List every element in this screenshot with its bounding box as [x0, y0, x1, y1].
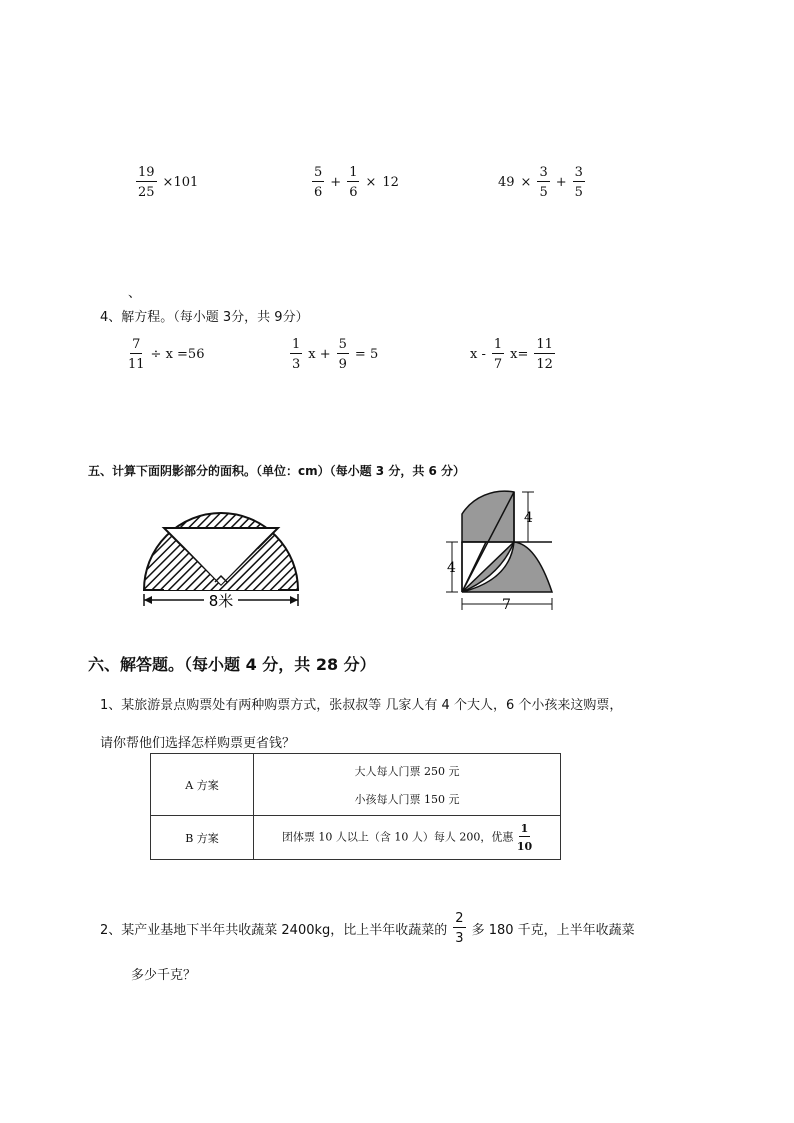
fraction: $\frac{7}{11}$ [128, 337, 145, 372]
equation-3: x - $\frac{1}{7}$ x= $\frac{11}{12}$ [470, 337, 553, 372]
fraction: $\frac{1}{10}$ [516, 822, 533, 853]
question2-line1: 2、某产业基地下半年共收蔬菜 2400kg，比上半年收蔬菜的 $\frac{2}{3}$ 多 180 千克，上半年收蔬菜 [100, 911, 635, 946]
fraction: $\frac{1}{7}$ [493, 337, 503, 372]
table-row [151, 816, 561, 860]
table-row [151, 754, 561, 816]
fraction: $\frac{1}{6}$ [349, 165, 358, 200]
plan-b-label: B 方案 [151, 816, 254, 860]
section5-title: 五、计算下面阴影部分的面积。（单位：cm）（每小题 3 分，共 6 分） [88, 464, 466, 478]
plan-a-label: A 方案 [151, 754, 254, 816]
fraction: $\frac{5}{9}$ [338, 337, 347, 372]
plan-a-details: 大人每人门票 250 元 小孩每人门票 150 元 [254, 754, 561, 816]
section6-title: 六、解答题。（每小题 4 分，共 28 分） [88, 655, 376, 674]
calc-expression-3: 49 × $\frac{3}{5}$ + $\frac{3}{5}$ [498, 165, 583, 200]
fig1-dimension-label: 8米 [208, 592, 234, 610]
stray-mark: 、 [128, 286, 142, 301]
fraction: $\frac{3}{5}$ [539, 165, 548, 200]
equation-2: $\frac{1}{3}$ x + $\frac{5}{9}$ = 5 [292, 337, 379, 372]
plan-b-details: 团体票 10 人以上（含 10 人）每人 200，优惠 $\frac{1}{10}$ [254, 816, 561, 860]
fraction: $\frac{1}{3}$ [292, 337, 301, 372]
fraction: $\frac{3}{5}$ [574, 165, 583, 200]
fig2-label-top: 4 [524, 510, 533, 526]
section4-title: 4、解方程。（每小题 3分，共 9分） [100, 310, 309, 325]
composite-figure [440, 484, 570, 616]
question1-line1: 1、某旅游景点购票处有两种购票方式，张叔叔等 几家人有 4 个大人，6 个小孩来这购票， [100, 698, 623, 713]
fig2-label-left: 4 [447, 560, 456, 576]
question2-line2: 多少千克？ [131, 968, 197, 983]
fraction: $\frac{19}{25}$ [138, 165, 155, 200]
fraction: $\frac{2}{3}$ [455, 911, 464, 946]
fraction: $\frac{11}{12}$ [536, 337, 553, 372]
calc-expression-1: $\frac{19}{25}$ ×101 [138, 165, 199, 200]
semicircle-figure [132, 490, 312, 612]
calc-expression-2: $\frac{5}{6}$ + $\frac{1}{6}$ × 12 [314, 165, 399, 200]
ticket-plans-table [150, 753, 561, 860]
fraction: $\frac{5}{6}$ [314, 165, 323, 200]
question1-line2: 请你帮他们选择怎样购票更省钱？ [100, 736, 296, 751]
equation-1: $\frac{7}{11}$ ÷ x =56 [128, 337, 205, 372]
fig2-label-bottom: 7 [502, 597, 511, 613]
quarter-circle-shape [462, 491, 514, 542]
